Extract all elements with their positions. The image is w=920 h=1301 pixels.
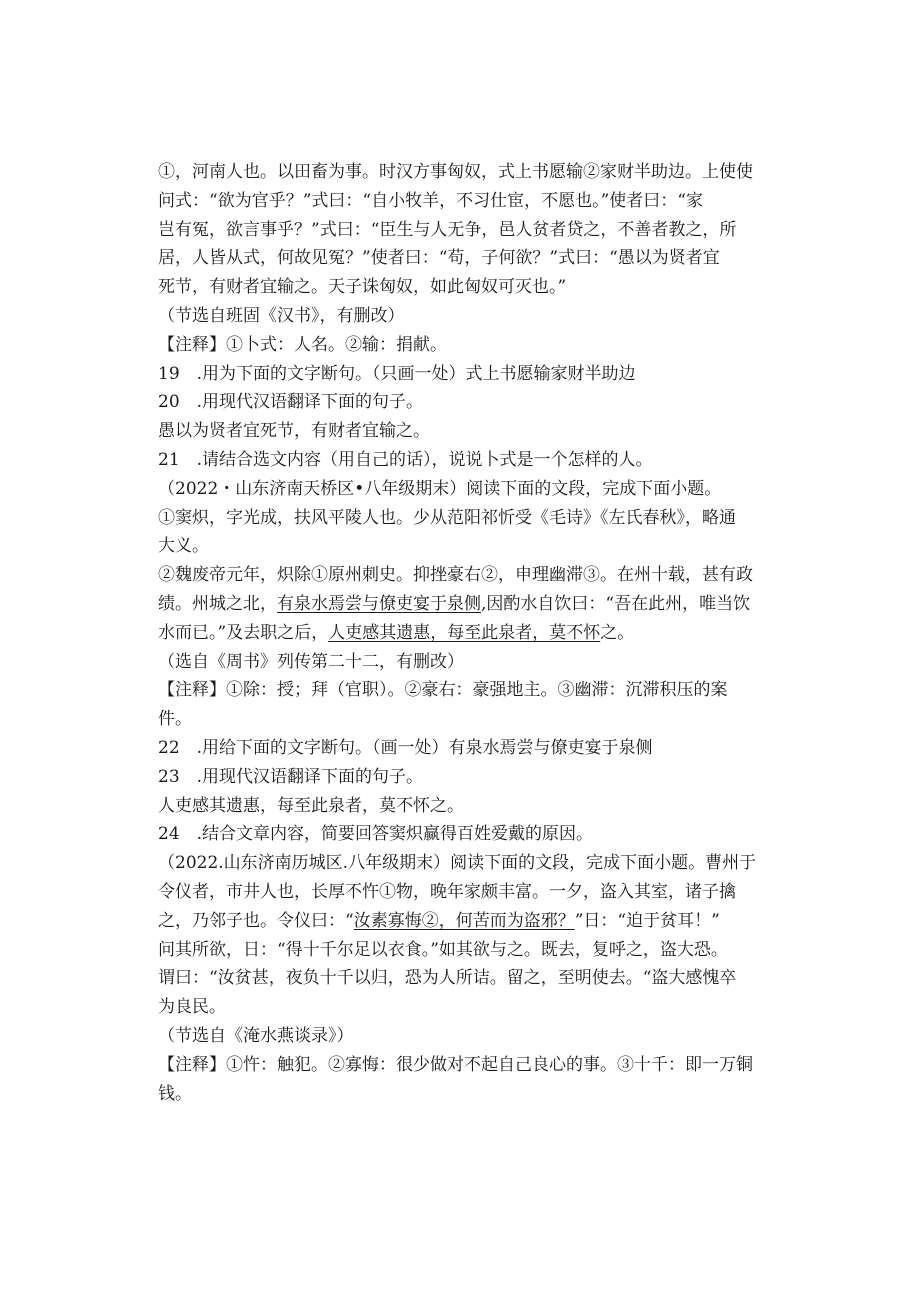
passage-line: 谓曰：“汝贫甚，夜负十千以归，恐为人所诘。留之，至明使去。“盗大感愧卒 <box>158 968 737 989</box>
source-citation: （节选自《淹水燕谈录》） <box>158 1025 354 1046</box>
text-segment: 之。 <box>600 622 635 643</box>
passage-line: （2022.山东济南历城区.八年级期末）阅读下面的文段，完成下面小题。曹州于 <box>158 853 757 874</box>
question-24: 24 .结合文章内容，简要回答窦炽赢得百姓爱戴的原因。 <box>158 824 594 845</box>
question-20: 20 .用现代汉语翻译下面的句子。 <box>158 392 424 413</box>
underlined-sentence: 汝素寡悔②，何苦而为盗邪？ <box>353 910 575 931</box>
text-segment: ,因酌水自饮曰：“吾在此州，唯当饮 <box>481 593 751 614</box>
source-citation: （选自《周书》列传第二十二，有删改） <box>158 651 464 672</box>
passage-line: 令仪者，市井人也，长厚不忤①物，晚年家颇丰富。一夕，盗入其室，诸子擒 <box>158 881 736 902</box>
text-segment: 水而已。”及去职之后， <box>158 622 329 643</box>
passage-line <box>158 619 768 648</box>
annotation-note: 【注释】①除：授；拜（官职）。②豪右：豪强地主。③幽滞：沉滞积压的案 <box>158 680 728 701</box>
passage-line: 大义。 <box>158 536 209 557</box>
text-segment: 之，乃邻子也。令仪曰：“ <box>158 910 354 931</box>
document-body <box>158 158 768 1108</box>
passage-line: 问其所欲，日：“得十千尔足以衣食。”如其欲与之。既去，复呼之，盗大恐。 <box>158 939 728 960</box>
source-citation: （节选自班固《汉书》，有删改） <box>158 305 405 326</box>
passage-line <box>158 907 768 936</box>
annotation-note: 【注释】①忤：触犯。②寡悔：很少做对不起自己良心的事。③十千：即一万铜 <box>158 1054 753 1075</box>
question-19: 19 .用为下面的文字断句。（只画一处）式上书愿输家财半助边 <box>158 363 636 384</box>
question-23: 23 .用现代汉语翻译下面的句子。 <box>158 766 424 787</box>
passage-line: ①，河南人也。以田畜为事。时汉方事匈奴，式上书愿输②家财半助边。上使使 <box>158 162 753 182</box>
question-20-sentence: 愚以为贤者宜死节，有财者宜输之。 <box>158 421 430 442</box>
passage-line <box>158 590 768 619</box>
passage-line: ①窦炽，字光成，扶风平陵人也。少从范阳祁忻受《毛诗》《左氏春秋》，略通 <box>158 507 736 528</box>
question-21: 21 .请结合选文内容（用自己的话），说说卜式是一个怎样的人。 <box>158 449 653 470</box>
passage-line: 为良民。 <box>158 997 226 1018</box>
underlined-sentence: 人吏感其遗惠，每至此泉者，莫不怀 <box>328 622 601 643</box>
text-segment: 绩。州城之北， <box>158 593 277 614</box>
underlined-sentence: 有泉水焉尝与僚吏宴于泉侧 <box>277 593 481 614</box>
annotation-note: 【注释】①卜式：人名。②输：捐献。 <box>158 334 447 355</box>
passage-line: 死节，有财者宜输之。天子诛匈奴，如此匈奴可灭也。” <box>158 277 567 298</box>
passage-line: 岂有冤，欲言事乎？”式曰：“臣生与人无争，邑人贫者贷之，不善者教之，所 <box>158 219 737 240</box>
passage-header: （2022・山东济南天桥区•八年级期末）阅读下面的文段，完成下面小题。 <box>158 478 722 499</box>
annotation-note: 件。 <box>158 709 192 730</box>
question-22: 22 .用给下面的文字断句。（画一处）有泉水焉尝与僚吏宴于泉侧 <box>158 737 653 758</box>
annotation-note: 钱。 <box>158 1083 192 1104</box>
passage-line: 居，人皆从式，何故见冤？”使者曰：“苟，子何欲？”式曰：“愚以为贤者宜 <box>158 248 720 269</box>
passage-line: 问式：“欲为官乎？”式曰：“自小牧羊，不习仕宦，不愿也。”使者曰：“家 <box>158 190 703 211</box>
passage-line: ②魏废帝元年，炽除①原州刺史。抑挫豪右②，申理幽滞③。在州十载，甚有政 <box>158 565 753 586</box>
text-segment: ”日：“迫于贫耳！” <box>574 910 720 931</box>
question-23-sentence: 人吏感其遗惠，每至此泉者，莫不怀之。 <box>158 795 464 816</box>
